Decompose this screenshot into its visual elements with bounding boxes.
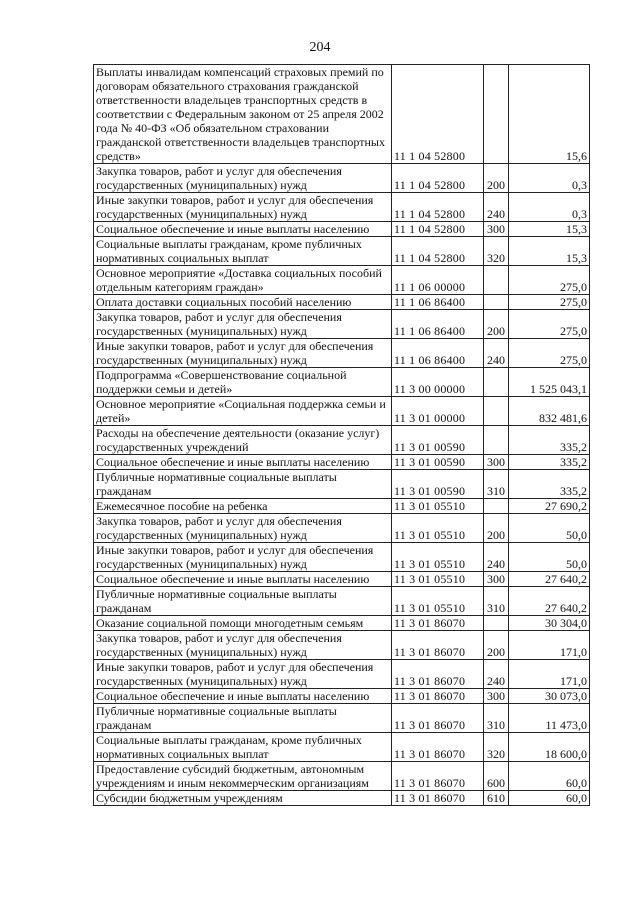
row-amount-cell: 11 473,0 [509, 704, 590, 733]
page-number: 204 [309, 40, 331, 55]
table-row [94, 222, 590, 237]
table-row [94, 266, 590, 295]
row-expense-type-cell: 200 [484, 310, 509, 339]
table-row [94, 631, 590, 660]
table-row [94, 164, 590, 193]
row-code-cell: 11 3 01 86070 [392, 791, 484, 806]
row-name-cell: Оплата доставки социальных пособий населению [94, 295, 392, 310]
row-expense-type-cell: 200 [484, 514, 509, 543]
row-name-cell: Иные закупки товаров, работ и услуг для обеспечения государственных (муниципальных) нужд [94, 660, 392, 689]
row-expense-type-cell [484, 295, 509, 310]
row-amount-cell: 30 073,0 [509, 689, 590, 704]
row-code-cell: 11 1 04 52800 [392, 222, 484, 237]
row-amount-cell: 50,0 [509, 514, 590, 543]
row-amount-cell: 0,3 [509, 193, 590, 222]
row-name-cell: Иные закупки товаров, работ и услуг для обеспечения государственных (муниципальных) нужд [94, 339, 392, 368]
row-name-cell: Социальное обеспечение и иные выплаты населению [94, 572, 392, 587]
row-amount-cell: 0,3 [509, 164, 590, 193]
row-expense-type-cell: 240 [484, 660, 509, 689]
row-expense-type-cell [484, 426, 509, 455]
row-amount-cell: 50,0 [509, 543, 590, 572]
row-name-cell: Расходы на обеспечение деятельности (оказание услуг) государственных учреждений [94, 426, 392, 455]
row-amount-cell: 18 600,0 [509, 733, 590, 762]
row-expense-type-cell: 240 [484, 339, 509, 368]
row-amount-cell: 275,0 [509, 339, 590, 368]
row-name-cell: Социальное обеспечение и иные выплаты населению [94, 222, 392, 237]
row-code-cell: 11 3 01 05510 [392, 514, 484, 543]
row-expense-type-cell: 320 [484, 733, 509, 762]
row-expense-type-cell: 320 [484, 237, 509, 266]
row-name-cell: Субсидии бюджетным учреждениям [94, 791, 392, 806]
table-row [94, 339, 590, 368]
row-name-cell: Иные закупки товаров, работ и услуг для обеспечения государственных (муниципальных) нужд [94, 193, 392, 222]
row-code-cell: 11 3 01 86070 [392, 616, 484, 631]
row-amount-cell: 335,2 [509, 470, 590, 499]
row-amount-cell: 27 640,2 [509, 587, 590, 616]
table-row [94, 704, 590, 733]
row-amount-cell: 832 481,6 [509, 397, 590, 426]
table-row [94, 514, 590, 543]
row-expense-type-cell [484, 368, 509, 397]
row-expense-type-cell: 610 [484, 791, 509, 806]
row-code-cell: 11 3 01 86070 [392, 660, 484, 689]
row-code-cell: 11 1 06 00000 [392, 266, 484, 295]
row-code-cell: 11 3 01 05510 [392, 543, 484, 572]
row-code-cell: 11 3 01 05510 [392, 572, 484, 587]
row-amount-cell: 15,3 [509, 222, 590, 237]
row-name-cell: Ежемесячное пособие на ребенка [94, 499, 392, 514]
row-name-cell: Закупка товаров, работ и услуг для обеспечения государственных (муниципальных) нужд [94, 164, 392, 193]
row-name-cell: Социальные выплаты гражданам, кроме публичных нормативных социальных выплат [94, 733, 392, 762]
table-row [94, 368, 590, 397]
table-row [94, 791, 590, 806]
row-amount-cell: 171,0 [509, 660, 590, 689]
table-row [94, 543, 590, 572]
row-code-cell: 11 1 06 86400 [392, 310, 484, 339]
row-code-cell: 11 3 01 86070 [392, 762, 484, 791]
row-amount-cell: 15,6 [509, 65, 590, 164]
table-row [94, 455, 590, 470]
table-row [94, 660, 590, 689]
row-amount-cell: 60,0 [509, 762, 590, 791]
row-name-cell: Социальное обеспечение и иные выплаты населению [94, 455, 392, 470]
row-name-cell: Социальное обеспечение и иные выплаты населению [94, 689, 392, 704]
table-row [94, 616, 590, 631]
row-expense-type-cell: 310 [484, 587, 509, 616]
row-expense-type-cell: 310 [484, 470, 509, 499]
row-amount-cell: 30 304,0 [509, 616, 590, 631]
row-expense-type-cell: 300 [484, 689, 509, 704]
row-name-cell: Основное мероприятие «Социальная поддержка семьи и детей» [94, 397, 392, 426]
table-row [94, 572, 590, 587]
row-expense-type-cell [484, 616, 509, 631]
row-expense-type-cell: 240 [484, 543, 509, 572]
row-name-cell: Закупка товаров, работ и услуг для обеспечения государственных (муниципальных) нужд [94, 514, 392, 543]
row-expense-type-cell [484, 499, 509, 514]
row-code-cell: 11 3 01 05510 [392, 499, 484, 514]
row-amount-cell: 335,2 [509, 455, 590, 470]
row-code-cell: 11 1 04 52800 [392, 65, 484, 164]
row-code-cell: 11 3 00 00000 [392, 368, 484, 397]
row-expense-type-cell: 240 [484, 193, 509, 222]
table-row [94, 426, 590, 455]
row-amount-cell: 275,0 [509, 310, 590, 339]
budget-table [93, 64, 590, 806]
row-name-cell: Социальные выплаты гражданам, кроме публичных нормативных социальных выплат [94, 237, 392, 266]
row-code-cell: 11 1 06 86400 [392, 295, 484, 310]
row-amount-cell: 275,0 [509, 266, 590, 295]
table-row [94, 587, 590, 616]
table-row [94, 470, 590, 499]
table-row [94, 295, 590, 310]
table-row [94, 193, 590, 222]
row-code-cell: 11 3 01 00590 [392, 470, 484, 499]
row-expense-type-cell: 300 [484, 455, 509, 470]
row-name-cell: Публичные нормативные социальные выплаты гражданам [94, 587, 392, 616]
row-amount-cell: 15,3 [509, 237, 590, 266]
row-expense-type-cell: 200 [484, 164, 509, 193]
row-expense-type-cell: 300 [484, 572, 509, 587]
row-expense-type-cell [484, 65, 509, 164]
row-code-cell: 11 3 01 86070 [392, 689, 484, 704]
row-amount-cell: 1 525 043,1 [509, 368, 590, 397]
row-name-cell: Предоставление субсидий бюджетным, автономным учреждениям и иным некоммерческим организациям [94, 762, 392, 791]
row-expense-type-cell: 310 [484, 704, 509, 733]
row-expense-type-cell: 200 [484, 631, 509, 660]
row-name-cell: Закупка товаров, работ и услуг для обеспечения государственных (муниципальных) нужд [94, 631, 392, 660]
row-code-cell: 11 3 01 86070 [392, 733, 484, 762]
table-row [94, 733, 590, 762]
row-name-cell: Публичные нормативные социальные выплаты гражданам [94, 704, 392, 733]
row-expense-type-cell [484, 266, 509, 295]
row-amount-cell: 171,0 [509, 631, 590, 660]
budget-table-body [94, 65, 590, 806]
row-code-cell: 11 3 01 86070 [392, 704, 484, 733]
table-row [94, 689, 590, 704]
table-row [94, 65, 590, 164]
row-expense-type-cell: 300 [484, 222, 509, 237]
row-amount-cell: 335,2 [509, 426, 590, 455]
row-expense-type-cell: 600 [484, 762, 509, 791]
row-name-cell: Публичные нормативные социальные выплаты гражданам [94, 470, 392, 499]
row-code-cell: 11 3 01 00590 [392, 426, 484, 455]
row-name-cell: Иные закупки товаров, работ и услуг для обеспечения государственных (муниципальных) нужд [94, 543, 392, 572]
row-name-cell: Выплаты инвалидам компенсаций страховых премий по договорам обязательного страхования гражданской ответственности владельцев транспортных средств в соответствии с Федеральным законом от 25 апреля 2002 года № 40-ФЗ «Об обязательном страховании гражданской ответственности владельцев транспортных средств» [94, 65, 392, 164]
row-code-cell: 11 3 01 00000 [392, 397, 484, 426]
row-code-cell: 11 3 01 86070 [392, 631, 484, 660]
row-name-cell: Закупка товаров, работ и услуг для обеспечения государственных (муниципальных) нужд [94, 310, 392, 339]
row-amount-cell: 275,0 [509, 295, 590, 310]
row-code-cell: 11 1 04 52800 [392, 237, 484, 266]
row-code-cell: 11 1 06 86400 [392, 339, 484, 368]
row-name-cell: Подпрограмма «Совершенствование социальной поддержки семьи и детей» [94, 368, 392, 397]
row-amount-cell: 27 690,2 [509, 499, 590, 514]
table-row [94, 237, 590, 266]
row-expense-type-cell [484, 397, 509, 426]
row-code-cell: 11 1 04 52800 [392, 193, 484, 222]
row-amount-cell: 27 640,2 [509, 572, 590, 587]
row-code-cell: 11 3 01 05510 [392, 587, 484, 616]
table-row [94, 762, 590, 791]
table-row [94, 499, 590, 514]
row-code-cell: 11 1 04 52800 [392, 164, 484, 193]
row-amount-cell: 60,0 [509, 791, 590, 806]
row-name-cell: Оказание социальной помощи многодетным семьям [94, 616, 392, 631]
table-row [94, 397, 590, 426]
row-code-cell: 11 3 01 00590 [392, 455, 484, 470]
row-name-cell: Основное мероприятие «Доставка социальных пособий отдельным категориям граждан» [94, 266, 392, 295]
table-row [94, 310, 590, 339]
